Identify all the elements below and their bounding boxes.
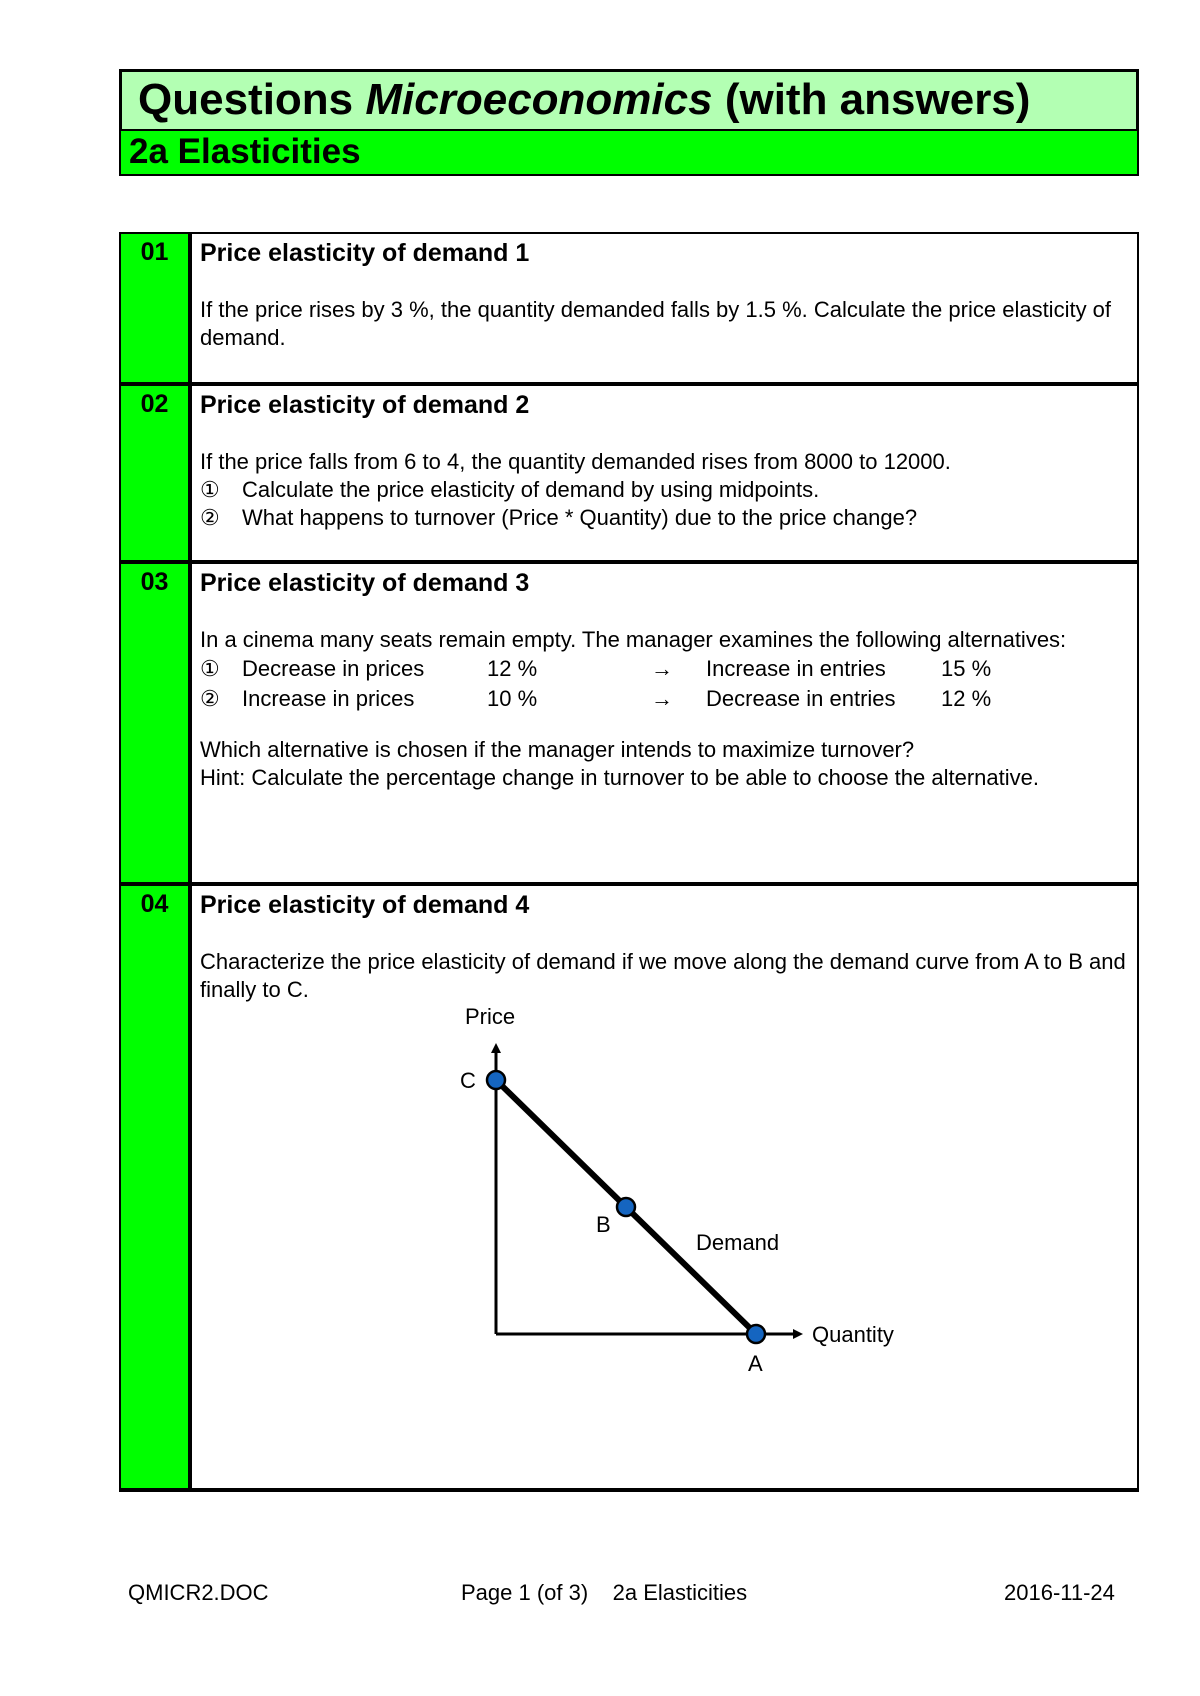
alternative-action: Increase in prices xyxy=(242,686,415,711)
point-c xyxy=(487,1071,505,1089)
questions-table xyxy=(119,232,1139,1492)
question-text: Characterize the price elasticity of demand if we move along the demand curve from A to B and finally to C. xyxy=(200,949,1126,1002)
list-marker: ① xyxy=(200,477,220,502)
alternative-effect: Decrease in entries xyxy=(706,686,896,711)
document-title xyxy=(119,69,1139,131)
footer-page-info: Page 1 (of 3) 2a Elasticities xyxy=(461,1580,748,1605)
question-row-03 xyxy=(121,564,1137,886)
point-b xyxy=(617,1198,635,1216)
question-number: 02 xyxy=(121,386,192,560)
list-marker: ① xyxy=(200,656,220,681)
question-row-01 xyxy=(121,234,1137,386)
arrow-icon: → xyxy=(651,686,673,711)
list-item-text: Calculate the price elasticity of demand by using midpoints. xyxy=(242,477,820,502)
arrow-icon: → xyxy=(651,656,673,681)
alternative-row xyxy=(200,654,1129,684)
list-item xyxy=(200,504,1129,532)
question-row-04 xyxy=(121,886,1137,1488)
question-title: Price elasticity of demand 4 xyxy=(200,891,530,919)
question-title: Price elasticity of demand 1 xyxy=(200,239,530,267)
question-text: If the price rises by 3 %, the quantity demanded falls by 1.5 %. Calculate the price elasticity of demand. xyxy=(200,297,1112,350)
demand-curve-label: Demand xyxy=(696,1230,780,1255)
question-title: Price elasticity of demand 3 xyxy=(200,569,530,597)
point-label-a: A xyxy=(748,1351,763,1376)
question-hint: Hint: Calculate the percentage change in turnover to be able to choose the alternative. xyxy=(200,765,1039,790)
question-number: 01 xyxy=(121,234,192,382)
list-marker: ② xyxy=(200,686,220,711)
question-title: Price elasticity of demand 2 xyxy=(200,391,530,419)
alternative-action: Decrease in prices xyxy=(242,656,425,681)
title-italic: Microeconomics xyxy=(365,75,713,124)
alternative-effect: Increase in entries xyxy=(706,656,886,681)
question-text: In a cinema many seats remain empty. The manager examines the following alternatives: xyxy=(200,627,1067,652)
question-prompt: Which alternative is chosen if the manager intends to maximize turnover? xyxy=(200,737,915,762)
point-label-b: B xyxy=(596,1212,611,1237)
question-number: 04 xyxy=(121,886,192,1488)
question-row-02 xyxy=(121,386,1137,564)
title-prefix: Questions xyxy=(138,75,366,124)
alternative-effect-percent: 15 % xyxy=(941,656,992,681)
curve-points xyxy=(460,1068,765,1376)
footer-date: 2016-11-24 xyxy=(1004,1580,1115,1605)
list-item xyxy=(200,476,1129,504)
y-axis-label: Price xyxy=(464,1004,516,1029)
alternative-row xyxy=(200,684,1129,714)
question-text: If the price falls from 6 to 4, the quantity demanded rises from 8000 to 12000. xyxy=(200,449,951,474)
alternative-effect-percent: 12 % xyxy=(941,686,992,711)
list-marker: ② xyxy=(200,505,220,530)
title-suffix: (with answers) xyxy=(712,75,1031,124)
section-title: 2a Elasticities xyxy=(119,131,1139,176)
demand-curve-diagram xyxy=(121,886,1137,1486)
question-number: 03 xyxy=(121,564,192,882)
point-label-c: C xyxy=(460,1068,476,1093)
alternative-percent: 10 % xyxy=(487,686,538,711)
footer-filename: QMICR2.DOC xyxy=(128,1580,269,1605)
alternatives-table xyxy=(200,654,1129,714)
question-list xyxy=(200,476,1129,532)
alternative-percent: 12 % xyxy=(487,656,538,681)
point-a xyxy=(747,1325,765,1343)
x-axis-label: Quantity xyxy=(812,1322,894,1347)
list-item-text: What happens to turnover (Price * Quantity) due to the price change? xyxy=(242,505,918,530)
